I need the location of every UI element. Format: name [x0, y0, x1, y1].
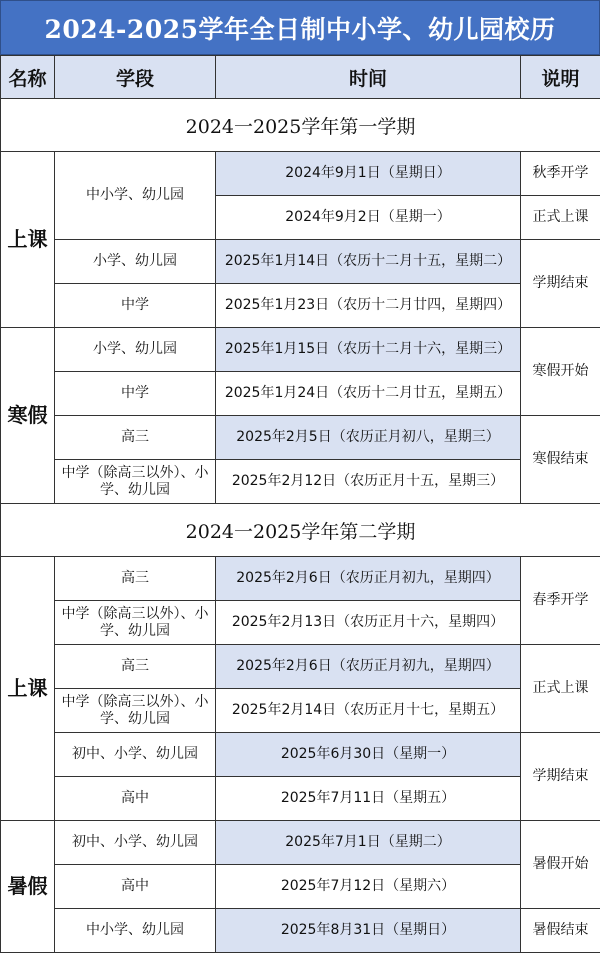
table-row	[1, 821, 600, 865]
table-row	[1, 865, 600, 909]
time-cell: 2025年1月15日（农历十二月十六，星期三）	[216, 328, 521, 372]
stage-cell: 中小学、幼儿园	[55, 909, 216, 953]
note-cell: 正式上课	[521, 645, 600, 733]
table-row	[1, 909, 600, 953]
table-row	[1, 240, 600, 284]
header-name: 名称	[1, 56, 55, 99]
stage-cell: 高三	[55, 557, 216, 601]
time-cell: 2025年2月6日（农历正月初九，星期四）	[216, 645, 521, 689]
table-row	[1, 372, 600, 416]
note-cell: 学期结束	[521, 240, 600, 328]
header-row	[1, 56, 600, 99]
stage-cell: 高三	[55, 645, 216, 689]
time-cell: 2025年7月1日（星期二）	[216, 821, 521, 865]
category-winter: 寒假	[1, 328, 55, 504]
stage-cell: 初中、小学、幼儿园	[55, 733, 216, 777]
note-cell: 寒假开始	[521, 328, 600, 416]
page-title: 2024-2025学年全日制中小学、幼儿园校历	[0, 0, 600, 55]
note-cell: 学期结束	[521, 733, 600, 821]
table-row	[1, 557, 600, 601]
semester-2-heading-row	[1, 504, 600, 557]
header-time: 时间	[216, 56, 521, 99]
header-stage: 学段	[55, 56, 216, 99]
table-row	[1, 601, 600, 645]
table-row	[1, 777, 600, 821]
note-cell: 暑假结束	[521, 909, 600, 953]
table-row	[1, 689, 600, 733]
table-row	[1, 152, 600, 196]
note-cell: 春季开学	[521, 557, 600, 645]
semester-2-heading: 2024一2025学年第二学期	[1, 504, 600, 557]
time-cell: 2025年7月11日（星期五）	[216, 777, 521, 821]
time-cell: 2025年2月13日（农历正月十六，星期四）	[216, 601, 521, 645]
semester-1-heading-row	[1, 99, 600, 152]
time-cell: 2024年9月2日（星期一）	[216, 196, 521, 240]
time-cell: 2025年8月31日（星期日）	[216, 909, 521, 953]
school-calendar-table	[0, 55, 600, 953]
time-cell: 2025年2月12日（农历正月十五，星期三）	[216, 460, 521, 504]
note-cell: 正式上课	[521, 196, 600, 240]
stage-cell: 高三	[55, 416, 216, 460]
stage-cell: 中学	[55, 372, 216, 416]
note-cell: 寒假结束	[521, 416, 600, 504]
category-summer: 暑假	[1, 821, 55, 953]
time-cell: 2025年2月14日（农历正月十七，星期五）	[216, 689, 521, 733]
table-row	[1, 645, 600, 689]
time-cell: 2025年1月14日（农历十二月十五，星期二）	[216, 240, 521, 284]
time-cell: 2025年2月5日（农历正月初八，星期三）	[216, 416, 521, 460]
time-cell: 2025年1月23日（农历十二月廿四，星期四）	[216, 284, 521, 328]
stage-cell: 高中	[55, 777, 216, 821]
header-note: 说明	[521, 56, 600, 99]
category-class-s2: 上课	[1, 557, 55, 821]
time-cell: 2025年1月24日（农历十二月廿五，星期五）	[216, 372, 521, 416]
stage-cell: 小学、幼儿园	[55, 328, 216, 372]
note-cell: 秋季开学	[521, 152, 600, 196]
stage-cell: 初中、小学、幼儿园	[55, 821, 216, 865]
stage-cell: 中小学、幼儿园	[55, 152, 216, 240]
time-cell: 2025年6月30日（星期一）	[216, 733, 521, 777]
stage-cell: 高中	[55, 865, 216, 909]
stage-cell: 中学（除高三以外）、小学、幼儿园	[55, 601, 216, 645]
stage-cell: 中学（除高三以外）、小学、幼儿园	[55, 689, 216, 733]
table-row	[1, 416, 600, 460]
stage-cell: 中学	[55, 284, 216, 328]
stage-cell: 中学（除高三以外）、小学、幼儿园	[55, 460, 216, 504]
time-cell: 2025年7月12日（星期六）	[216, 865, 521, 909]
category-class-s1: 上课	[1, 152, 55, 328]
table-row	[1, 284, 600, 328]
table-row	[1, 460, 600, 504]
table-row	[1, 733, 600, 777]
stage-cell: 小学、幼儿园	[55, 240, 216, 284]
semester-1-heading: 2024一2025学年第一学期	[1, 99, 600, 152]
note-cell: 暑假开始	[521, 821, 600, 909]
table-row	[1, 328, 600, 372]
time-cell: 2025年2月6日（农历正月初九，星期四）	[216, 557, 521, 601]
time-cell: 2024年9月1日（星期日）	[216, 152, 521, 196]
